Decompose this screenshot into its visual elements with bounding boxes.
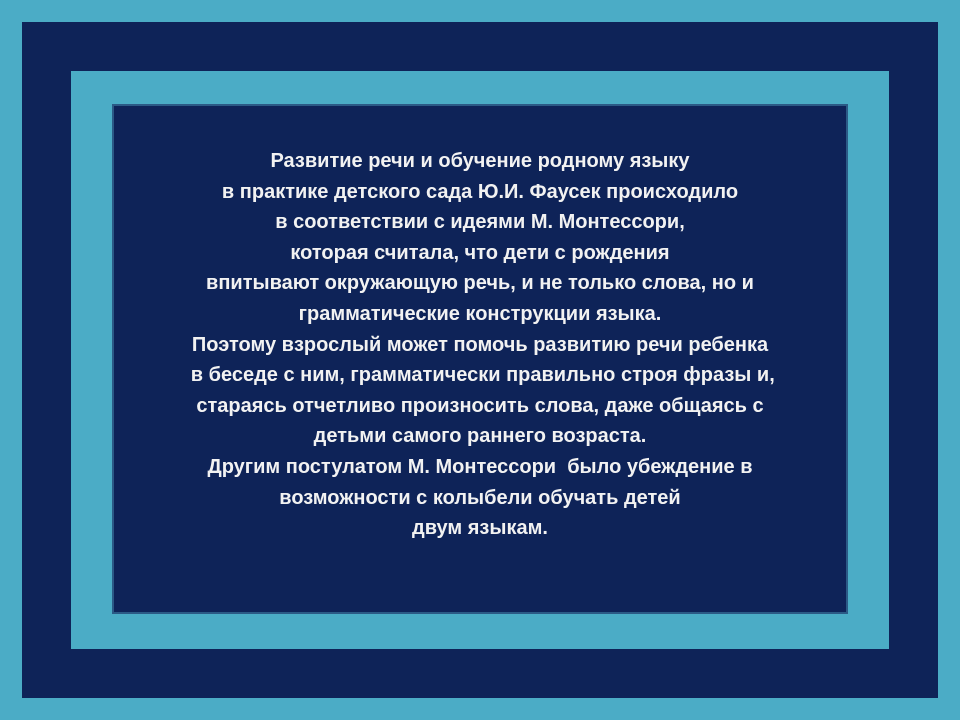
text-line-3: в соответствии с идеями М. Монтессори, <box>275 211 685 234</box>
text-line-8: в беседе с ним, грамматически правильно строя фразы и, <box>185 364 775 387</box>
text-line-5: впитывают окружающую речь, и не только слова, но и <box>206 272 754 295</box>
text-line-6: грамматические конструкции языка. <box>298 302 662 325</box>
text-line-10: детьми самого раннего возраста. <box>313 425 647 448</box>
text-line-2: в практике детского сада Ю.И. Фаусек происходило <box>221 180 739 203</box>
text-line-1: Развитие речи и обучение родному языку <box>270 150 690 172</box>
text-panel <box>112 104 848 614</box>
text-line-7: Поэтому взрослый может помочь развитию речи ребенка <box>191 333 769 356</box>
text-line-12: возможности с колыбели обучать детей <box>279 486 681 509</box>
slide-text <box>114 146 846 544</box>
text-line-4: которая считала, что дети с рождения <box>290 241 670 264</box>
text-line-11: Другим постулатом М. Монтессори было убеждение в <box>207 455 753 478</box>
text-line-13: двум языкам. <box>412 517 548 540</box>
text-line-9: стараясь отчетливо произносить слова, даже общаясь с <box>196 394 764 417</box>
